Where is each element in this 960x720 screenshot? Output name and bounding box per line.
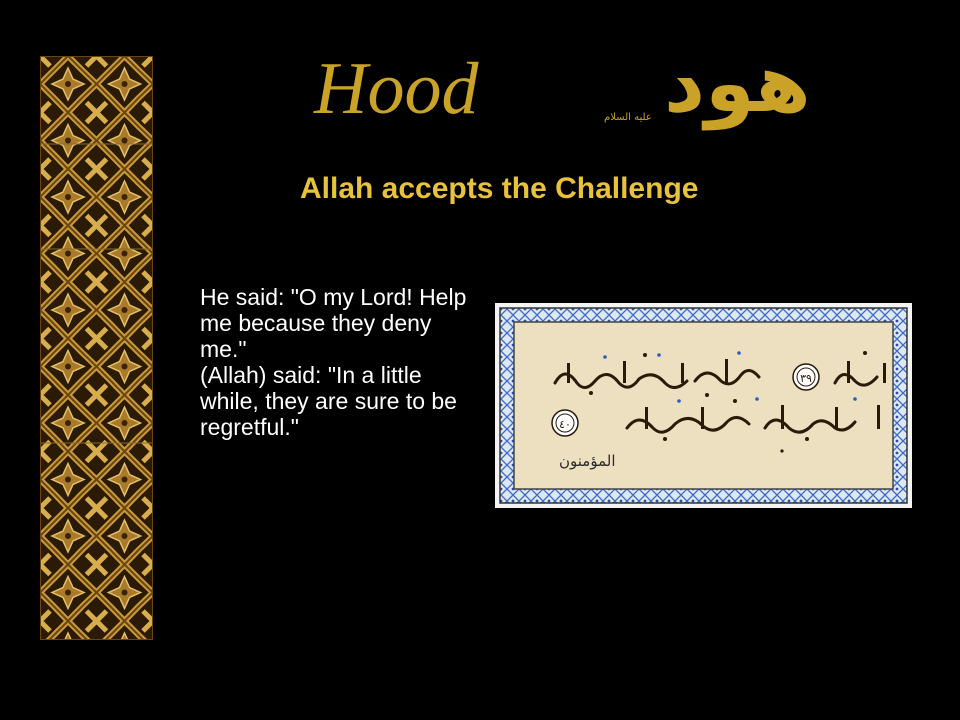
translation-text: [200, 284, 480, 440]
ayah-number-40: ٤٠: [559, 418, 571, 431]
ayah-number-39: ٣٩: [800, 372, 812, 385]
subtitle: Allah accepts the Challenge: [300, 172, 699, 205]
title-arabic: هود: [664, 37, 811, 130]
title-latin: Hood: [314, 48, 479, 130]
verse-image: [495, 303, 912, 508]
verse-artwork: [495, 303, 912, 508]
arabesque-pattern-strip: [40, 56, 153, 640]
surah-caption: المؤمنون: [559, 452, 616, 470]
translation-line-2: (Allah) said: "In a little while, they are sure to be regretful.": [200, 362, 457, 440]
honorific-text: عليه السلام: [604, 112, 652, 123]
translation-line-1: He said: "O my Lord! Help me because they deny me.": [200, 284, 467, 362]
